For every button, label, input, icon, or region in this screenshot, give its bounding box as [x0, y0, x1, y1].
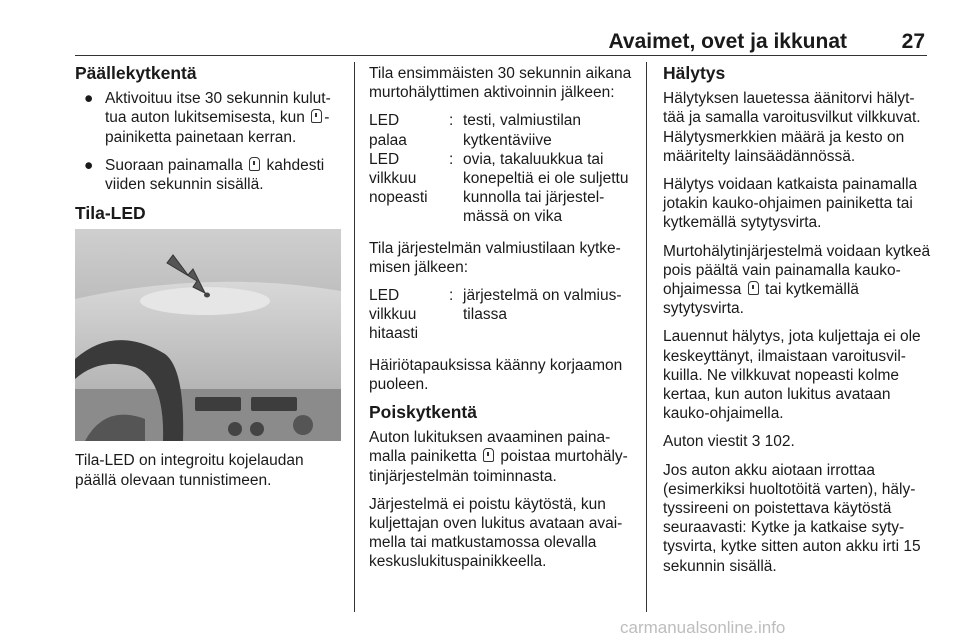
bullet-icon: ● [84, 90, 94, 108]
paragraph-text: poistaa murtohäly-tinjärjestelmän toiminnasta. [369, 448, 628, 485]
column-1 [75, 64, 341, 499]
fault-note: Häiriötapauksissa käänny korjaamon puoleen. [369, 356, 623, 393]
led-status-table-1 [369, 111, 633, 226]
column-divider-2 [646, 62, 647, 612]
photo-caption: Tila-LED on integroitu kojelaudan päällä olevaan tunnistimeen. [75, 452, 304, 489]
bullet-text: kahdesti viiden sekunnin sisällä. [105, 156, 325, 194]
heading-activation: Päällekytkentä [75, 63, 197, 83]
activation-list [75, 89, 341, 194]
column-2 [369, 64, 633, 581]
deactivation-text-1 [369, 428, 633, 486]
alarm-text-3 [663, 242, 931, 319]
bullet-icon: ● [84, 156, 94, 174]
alarm-text-5 [663, 432, 931, 451]
led-meaning: ovia, takaluukkua tai konepeltiä ei ole suljettu kunnolla tai järjestel- mässä on vika [463, 150, 629, 226]
unlock-button-icon [748, 281, 759, 295]
dashboard-sensor-photo [75, 229, 341, 441]
header-rule [75, 55, 927, 56]
alarm-text-2: Hälytys voidaan katkaista painamalla jotakin kauko-ohjaimen painiketta tai kytkemällä sytytysvirta. [663, 176, 918, 232]
heading-status-led: Tila-LED [75, 203, 146, 224]
unlock-button-icon [483, 448, 494, 462]
page-number: 27 [901, 30, 925, 53]
led-state: LED vilkkuu hitaasti [369, 287, 419, 343]
alarm-text-1: Hälytyksen lauetessa äänitorvi hälyt-tää ja samalla varoitusvilkut vilkkuvat. Hälytysmerkkien määrä ja kesto on määritelty lainsäädännössä. [663, 90, 921, 165]
lock-button-icon [311, 109, 322, 123]
lock-button-icon [249, 157, 260, 171]
paragraph-text: Auton viestit [663, 433, 748, 451]
column-3 [663, 64, 931, 585]
table-separator: : [449, 112, 454, 130]
heading-alarm: Hälytys [663, 63, 726, 83]
alarm-text-4: Lauennut hälytys, jota kuljettaja ei ole keskeyttänyt, ilmaistaan varoitusvil-kuilla. Ne vilkkuvat nopeasti kolme kertaa, kun auton lukitus avataan kauko-ohjaimella. [663, 328, 921, 423]
led-meaning: järjestelmä on valmius- tilassa [463, 287, 622, 324]
list-item [75, 156, 341, 194]
page-reference-link[interactable]: 3 102. [751, 433, 795, 451]
watermark: carmanualsonline.info [620, 618, 786, 637]
led-status-table-2 [369, 286, 633, 344]
deactivation-text-2: Järjestelmä ei poistu käytöstä, kun kuljettajan oven lukitus avataan avai-mella tai matkustamossa olevalla keskuslukituspainikkeella. [369, 495, 623, 571]
led-state: LED vilkkuu nopeasti [369, 150, 428, 207]
list-item [75, 89, 341, 147]
bullet-text: Aktivoituu itse 30 sekunnin kulut-tua auton lukitsemisesta, kun [105, 90, 331, 127]
table-separator: : [449, 287, 454, 305]
paragraph-text: tai kytkemällä sytytysvirta. [663, 281, 859, 318]
alarm-text-6: Jos auton akku aiotaan irrottaa (esimerkiksi huoltotöitä varten), häly-tyssireeni on poistettava käytöstä seuraavasti: Kytke ja katkaise syty-tysvirta, kytke sitten auton akku irti 15 sekunnin sisällä. [663, 461, 921, 575]
led-state: LED palaa [369, 112, 407, 149]
led-meaning: testi, valmiustilan kytkentäviive [463, 112, 582, 149]
bullet-text: -painiketta painetaan kerran. [105, 109, 330, 146]
column-divider-1 [354, 62, 355, 612]
table-separator: : [449, 150, 454, 168]
heading-deactivation: Poiskytkentä [369, 402, 477, 423]
bullet-text: Suoraan painamalla [105, 156, 243, 174]
page-header [75, 26, 927, 56]
paragraph-text: Murtohälytinjärjestelmä voidaan kytkeä pois päältä vain painamalla kauko-ohjaimessa [663, 242, 931, 299]
chapter-title: Avaimet, ovet ja ikkunat [608, 30, 847, 53]
status-intro-1: Tila ensimmäisten 30 sekunnin aikana murtohälyttimen aktivoinnin jälkeen: [369, 65, 632, 102]
paragraph-text: Auton lukituksen avaaminen paina-malla painiketta [369, 429, 611, 466]
status-intro-2: Tila järjestelmän valmiustilaan kytke-misen jälkeen: [369, 239, 621, 276]
